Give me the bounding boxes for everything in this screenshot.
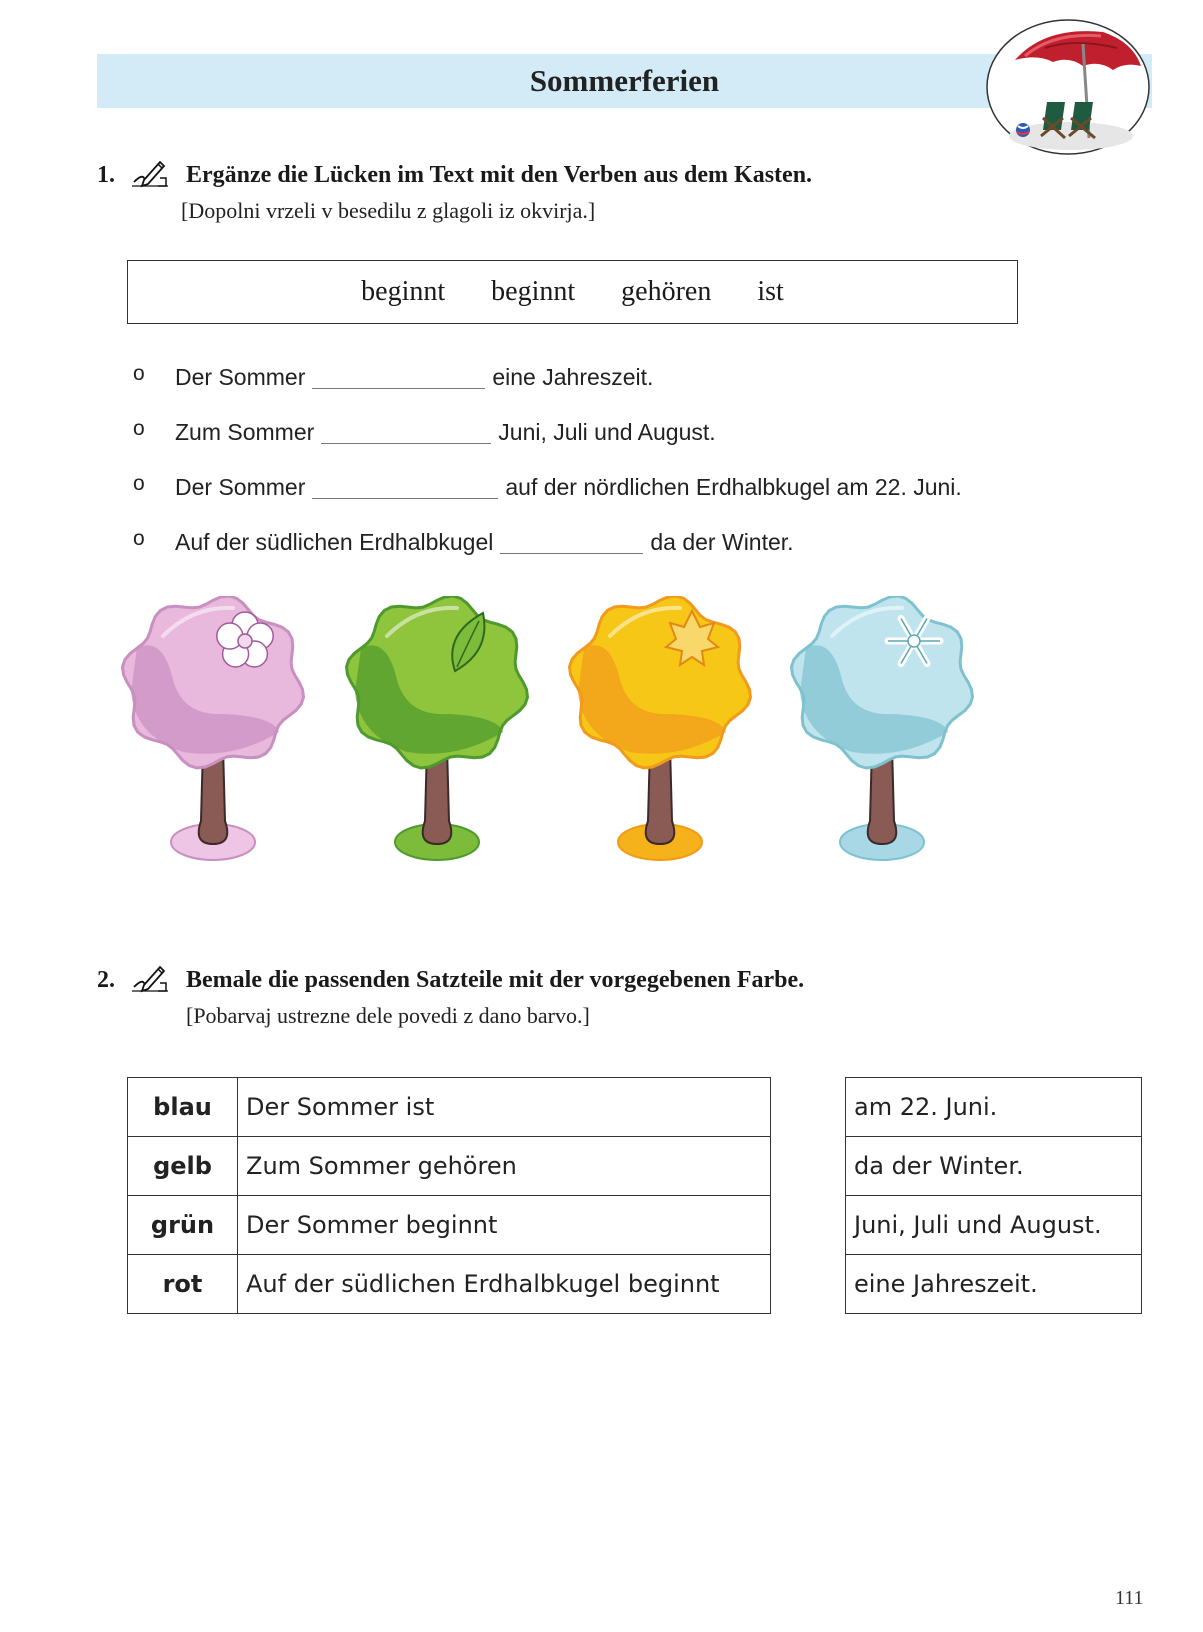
sentence-end-table (845, 1077, 1142, 1314)
verb-item: beginnt (361, 276, 446, 307)
fill-in-blank[interactable] (312, 366, 485, 389)
fill-in-blank[interactable] (500, 531, 643, 554)
sentence-end: Juni, Juli und August. (498, 419, 716, 445)
sentence-end-cell[interactable]: eine Jahreszeit. (846, 1255, 1142, 1314)
gap-sentence (175, 362, 653, 392)
sentence-part-cell[interactable]: Zum Sommer gehören (238, 1137, 771, 1196)
color-cell: gelb (128, 1137, 238, 1196)
color-cell: blau (128, 1078, 238, 1137)
tree-winter (792, 596, 973, 860)
gap-sentence (175, 527, 794, 557)
sentence-end-cell[interactable]: am 22. Juni. (846, 1078, 1142, 1137)
tree-summer (347, 596, 528, 860)
table-row (128, 1196, 771, 1255)
beach-umbrella-image (985, 18, 1151, 156)
table-row (846, 1137, 1142, 1196)
sentence-start: Der Sommer (175, 474, 306, 500)
fill-in-blank[interactable] (312, 476, 498, 499)
exercise-2-number: 2. (97, 967, 115, 993)
table-row (846, 1078, 1142, 1137)
sentence-end: auf der nördlichen Erdhalbkugel am 22. Juni. (505, 474, 962, 500)
gap-sentence (175, 417, 716, 447)
exercise-2-translation: [Pobarvaj ustrezne dele povedi z dano barvo.] (186, 1003, 590, 1028)
sentence-start: Zum Sommer (175, 419, 315, 445)
pencil-writing-icon (130, 963, 170, 993)
color-sentence-start-table (127, 1077, 771, 1314)
sentence-end-cell[interactable]: da der Winter. (846, 1137, 1142, 1196)
color-cell: rot (128, 1255, 238, 1314)
table-row (128, 1078, 771, 1137)
list-bullet: o (133, 472, 145, 495)
verb-item: gehören (621, 276, 712, 307)
sentence-part-cell[interactable]: Auf der südlichen Erdhalbkugel beginnt (238, 1255, 771, 1314)
sentence-end: eine Jahreszeit. (492, 364, 654, 390)
exercise-1-instruction: Ergänze die Lücken im Text mit den Verben aus dem Kasten. (186, 162, 813, 188)
table-row (846, 1196, 1142, 1255)
sentence-start: Der Sommer (175, 364, 306, 390)
list-bullet: o (133, 362, 145, 385)
verb-item: ist (757, 276, 784, 307)
verb-item: beginnt (491, 276, 576, 307)
sentence-part-cell[interactable]: Der Sommer beginnt (238, 1196, 771, 1255)
exercise-2-instruction: Bemale die passenden Satzteile mit der vorgegebenen Farbe. (186, 967, 805, 993)
exercise-1-number: 1. (97, 162, 115, 188)
page-title: Sommerferien (529, 63, 720, 98)
pencil-writing-icon (130, 158, 170, 188)
fill-in-blank[interactable] (321, 421, 491, 444)
gap-sentence (175, 472, 962, 502)
verb-box (127, 260, 1018, 324)
exercise-1-translation: [Dopolni vrzeli v besedilu z glagoli iz okvirja.] (181, 198, 596, 223)
sentence-start: Auf der südlichen Erdhalbkugel (175, 529, 494, 555)
list-bullet: o (133, 527, 145, 550)
sentence-part-cell[interactable]: Der Sommer ist (238, 1078, 771, 1137)
tree-spring (123, 596, 304, 860)
table-row (846, 1255, 1142, 1314)
color-cell: grün (128, 1196, 238, 1255)
page-number: 111 (1115, 1587, 1144, 1609)
sentence-end: da der Winter. (650, 529, 794, 555)
season-trees (120, 596, 1020, 906)
list-bullet: o (133, 417, 145, 440)
table-row (128, 1255, 771, 1314)
sentence-end-cell[interactable]: Juni, Juli und August. (846, 1196, 1142, 1255)
table-row (128, 1137, 771, 1196)
tree-autumn (570, 596, 751, 860)
